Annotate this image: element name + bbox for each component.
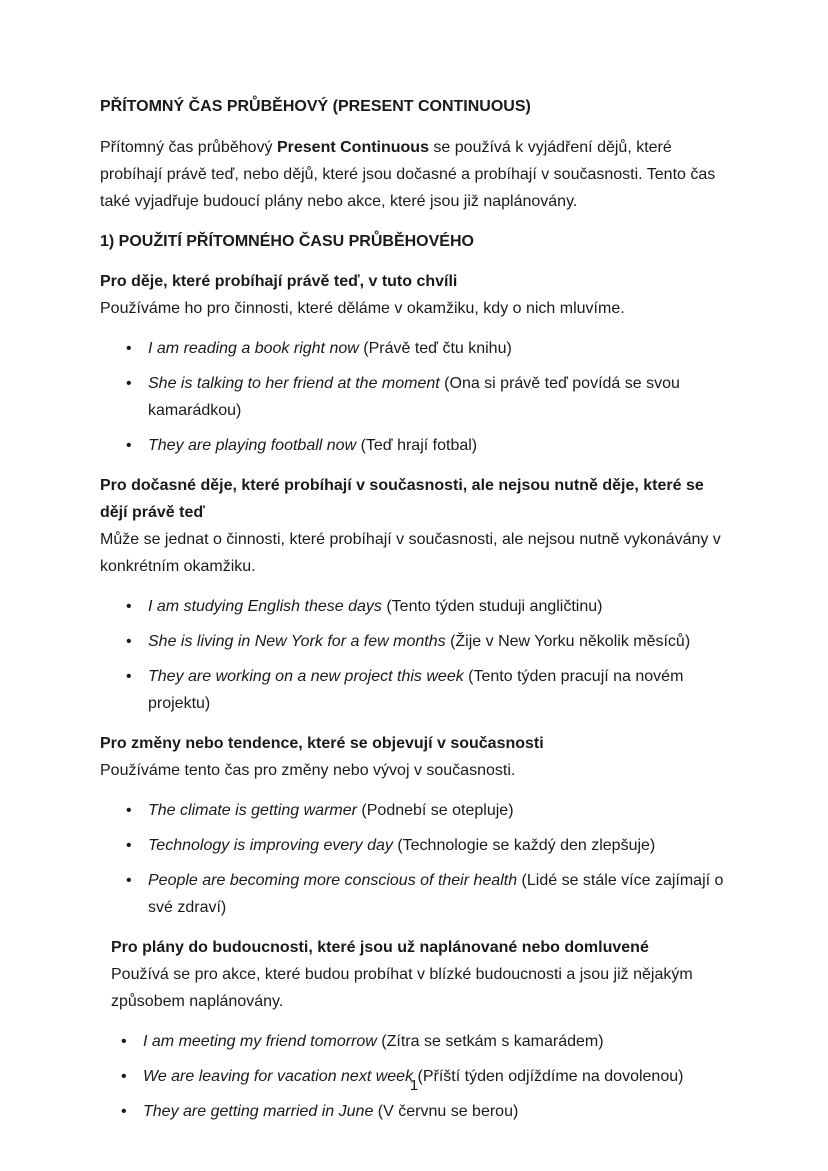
english-example: I am meeting my friend tomorrow <box>143 1033 377 1050</box>
block-heading: Pro změny nebo tendence, které se objevují v současnosti <box>100 735 544 752</box>
block-heading: Pro děje, které probíhají právě teď, v tuto chvíli <box>100 273 458 290</box>
czech-translation: (Ona si právě teď povídá se svou kamarádkou) <box>148 375 680 419</box>
czech-translation: (Teď hrají fotbal) <box>356 437 478 454</box>
intro-term: Present Continuous <box>276 139 429 156</box>
block-body: Může se jednat o činnosti, které probíhají v současnosti, ale nejsou nutně vykonávány v konkrétním okamžiku. <box>100 531 721 575</box>
example-item <box>100 593 732 620</box>
english-example: They are getting married in June <box>143 1103 374 1120</box>
czech-translation: (Tento týden studuji angličtinu) <box>381 598 603 615</box>
czech-translation: (Žije v New Yorku několik měsíců) <box>445 633 691 650</box>
block-heading: Pro dočasné děje, které probíhají v současnosti, ale nejsou nutně děje, které se dějí právě teď <box>100 477 704 521</box>
block-heading: Pro plány do budoucnosti, které jsou už naplánované nebo domluvené <box>111 939 649 956</box>
english-example: They are working on a new project this week <box>148 668 464 685</box>
intro-lead: Přítomný čas průběhový <box>100 139 277 156</box>
czech-translation: (Podnebí se otepluje) <box>356 802 514 819</box>
czech-translation: (V červnu se berou) <box>373 1103 519 1120</box>
usage-block-now <box>100 268 732 459</box>
example-item <box>100 335 732 362</box>
example-item <box>100 832 732 859</box>
english-example: They are playing football now <box>148 437 357 454</box>
block-paragraph <box>111 934 732 1015</box>
usage-block-temporary <box>100 472 732 717</box>
english-example: People are becoming more conscious of their health <box>148 872 518 889</box>
english-example: Technology is improving every day <box>148 837 393 854</box>
example-item <box>100 1098 732 1125</box>
example-item <box>100 1028 732 1055</box>
page-number: 1 <box>409 1077 419 1094</box>
block-body: Používáme ho pro činnosti, které děláme v okamžiku, kdy o nich mluvíme. <box>100 300 625 317</box>
example-list <box>100 797 732 921</box>
czech-translation: (Lidé se stále více zajímají o své zdraví) <box>148 872 724 916</box>
czech-translation: (Tento týden pracují na novém projektu) <box>148 668 684 712</box>
example-list <box>100 335 732 459</box>
english-example: I am studying English these days <box>148 598 382 615</box>
english-example: The climate is getting warmer <box>148 802 357 819</box>
english-example: She is living in New York for a few months <box>148 633 446 650</box>
block-paragraph <box>100 268 732 322</box>
intro-rest: se používá k vyjádření dějů, které probíhají právě teď, nebo dějů, které jsou dočasné a probíhají v současnosti. Tento čas také vyjadřuje budoucí plány nebo akce, které jsou již naplánovány. <box>100 139 716 210</box>
example-item <box>100 797 732 824</box>
english-example: We are leaving for vacation next week <box>143 1068 414 1085</box>
czech-translation: (Zítra se setkám s kamarádem) <box>376 1033 604 1050</box>
example-item <box>100 628 732 655</box>
czech-translation: (Technologie se každý den zlepšuje) <box>392 837 656 854</box>
example-item <box>100 432 732 459</box>
block-body: Používá se pro akce, které budou probíhat v blízké budoucnosti a jsou již nějakým způsobem naplánovány. <box>111 966 693 1010</box>
block-paragraph <box>100 472 732 580</box>
intro-paragraph <box>100 134 732 215</box>
page-footer <box>0 1072 828 1099</box>
document-title: PŘÍTOMNÝ ČAS PRŮBĚHOVÝ (PRESENT CONTINUOUS) <box>100 98 531 115</box>
document-content <box>100 93 732 1138</box>
section-heading-usage: 1) POUŽITÍ PŘÍTOMNÉHO ČASU PRŮBĚHOVÉHO <box>100 233 474 250</box>
example-item <box>100 663 732 717</box>
czech-translation: (Příští týden odjíždíme na dovolenou) <box>413 1068 684 1085</box>
example-item <box>100 867 732 921</box>
english-example: She is talking to her friend at the moment <box>148 375 440 392</box>
block-body: Používáme tento čas pro změny nebo vývoj v současnosti. <box>100 762 516 779</box>
usage-block-trends <box>100 730 732 921</box>
example-item <box>100 370 732 424</box>
czech-translation: (Právě teď čtu knihu) <box>358 340 512 357</box>
example-list <box>100 593 732 717</box>
english-example: I am reading a book right now <box>148 340 359 357</box>
block-paragraph <box>100 730 732 784</box>
